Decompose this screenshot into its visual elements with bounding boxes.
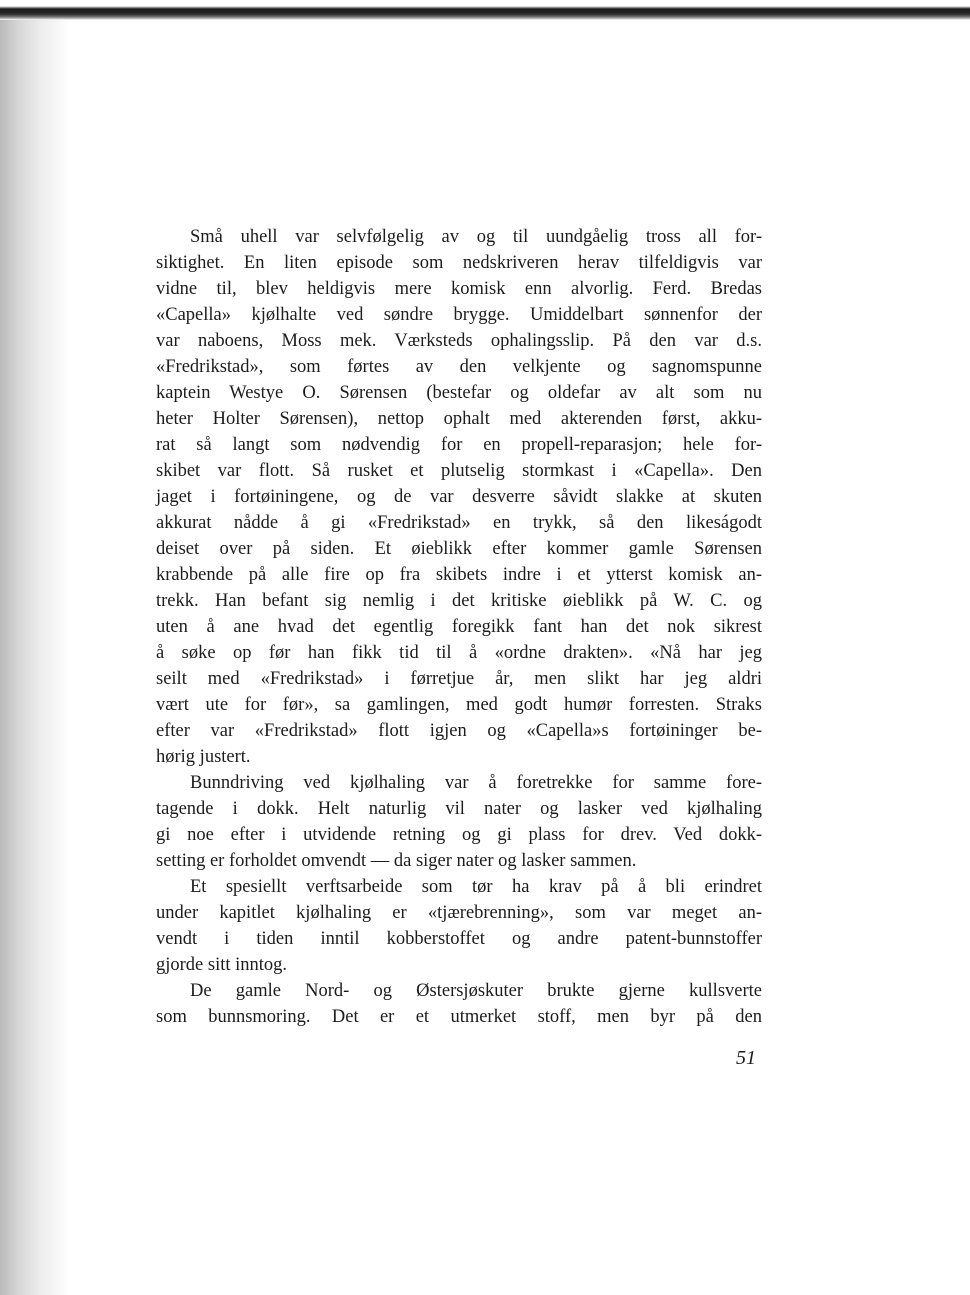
- paragraph: [156, 770, 762, 874]
- text-line: tagende i dokk. Helt naturlig vil nater og lasker ved kjølhaling: [156, 799, 762, 819]
- text-line: uten å ane hvad det egentlig foregikk fant han det nok sikrest: [156, 617, 762, 637]
- text-line: siktighet. En liten episode som nedskriveren herav tilfeldigvis var: [156, 253, 762, 273]
- paragraph: [156, 224, 762, 770]
- text-line: rat så langt som nødvendig for en propell-reparasjon; hele for-: [156, 435, 762, 455]
- text-line: heter Holter Sørensen), nettop ophalt med akterenden først, akku-: [156, 409, 762, 429]
- paragraph: [156, 874, 762, 978]
- text-line: vidne til, blev heldigvis mere komisk enn alvorlig. Ferd. Bredas: [156, 279, 762, 299]
- page-number: 51: [736, 1047, 756, 1069]
- text-line: kaptein Westye O. Sørensen (bestefar og oldefar av alt som nu: [156, 383, 762, 403]
- paragraph: [156, 978, 762, 1030]
- text-line: skibet var flott. Så rusket et plutselig stormkast i «Capella». Den: [156, 461, 762, 481]
- text-line: som bunnsmoring. Det er et utmerket stoff, men byr på den: [156, 1007, 762, 1027]
- text-line: seilt med «Fredrikstad» i førretjue år, men slikt har jeg aldri: [156, 669, 762, 689]
- text-line: trekk. Han befant sig nemlig i det kritiske øieblikk på W. C. og: [156, 591, 762, 611]
- body-text: [156, 224, 762, 1030]
- text-line: Bunndriving ved kjølhaling var å foretrekke for samme fore-: [190, 773, 762, 793]
- text-line: gi noe efter i utvidende retning og gi plass for drev. Ved dokk-: [156, 825, 762, 845]
- text-line: gjorde sitt inntog.: [156, 955, 288, 975]
- text-line: efter var «Fredrikstad» flott igjen og «Capella»s fortøininger be-: [156, 721, 762, 741]
- text-line: akkurat nådde å gi «Fredrikstad» en trykk, så den likeságodt: [156, 513, 762, 533]
- text-line: under kapitlet kjølhaling er «tjærebrenning», som var meget an-: [156, 903, 762, 923]
- text-line: «Capella» kjølhalte ved søndre brygge. Umiddelbart sønnenfor der: [156, 305, 762, 325]
- text-line: krabbende på alle fire op fra skibets indre i et ytterst komisk an-: [156, 565, 762, 585]
- text-line: deiset over på siden. Et øieblikk efter kommer gamle Sørensen: [156, 539, 762, 559]
- scan-page-edge-shadow: [0, 0, 70, 1295]
- text-line: De gamle Nord- og Østersjøskuter brukte gjerne kullsverte: [190, 981, 762, 1001]
- text-line: Små uhell var selvfølgelig av og til uundgåelig tross all for-: [190, 227, 762, 247]
- text-line: jaget i fortøiningene, og de var desverre såvidt slakke at skuten: [156, 487, 762, 507]
- text-line: «Fredrikstad», som førtes av den velkjente og sagnomspunne: [156, 357, 762, 377]
- text-line: vendt i tiden inntil kobberstoffet og andre patent-bunnstoffer: [156, 929, 762, 949]
- text-line: Et spesiellt verftsarbeide som tør ha krav på å bli erindret: [190, 877, 762, 897]
- text-line: vært ute for før», sa gamlingen, med godt humør forresten. Straks: [156, 695, 762, 715]
- scan-top-border: [0, 0, 970, 20]
- text-line: setting er forholdet omvendt — da siger nater og lasker sammen.: [156, 851, 637, 871]
- text-line: hørig justert.: [156, 747, 251, 767]
- text-line: var naboens, Moss mek. Værksteds ophalingsslip. På den var d.s.: [156, 331, 762, 351]
- text-line: å søke op før han fikk tid til å «ordne drakten». «Nå har jeg: [156, 643, 762, 663]
